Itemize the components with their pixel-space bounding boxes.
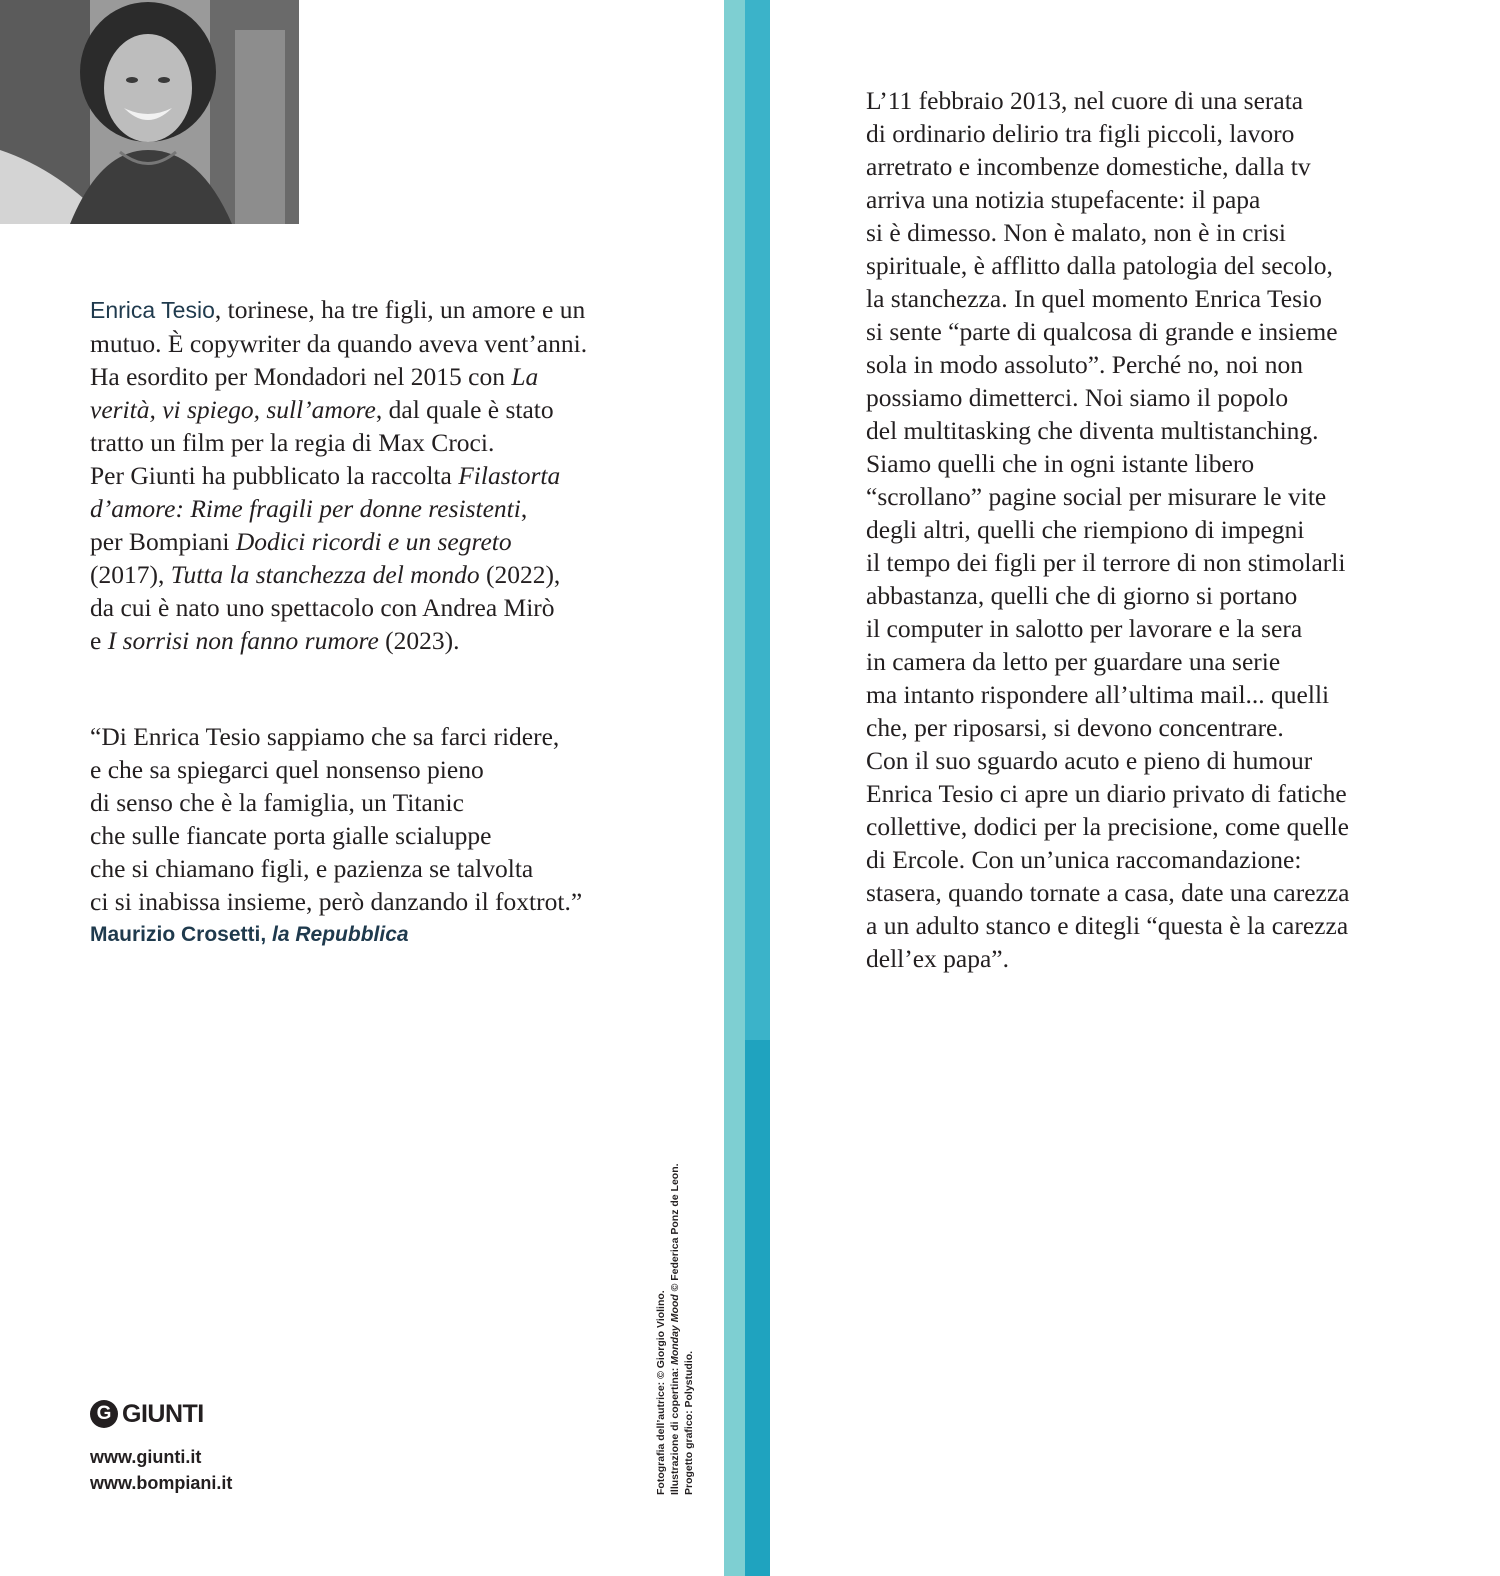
blurb-line: di ordinario delirio tra figli piccoli, lavoro bbox=[866, 119, 1295, 148]
bio-text: , bbox=[520, 494, 528, 523]
blurb-line: Siamo quelli che in ogni istante libero bbox=[866, 449, 1255, 478]
book-title: Tutta la stanchezza del mondo bbox=[170, 560, 480, 589]
blurb-line: L’11 febbraio 2013, nel cuore di una serata bbox=[866, 86, 1304, 115]
website-link-giunti[interactable]: www.giunti.it bbox=[90, 1447, 202, 1467]
bio-text: , torinese, ha tre figli, un amore e un bbox=[214, 295, 586, 324]
blurb-line: in camera da letto per guardare una serie bbox=[866, 647, 1281, 676]
quote-line: che sulle fiancate porta gialle scialuppe bbox=[90, 821, 492, 850]
quote-line: di senso che è la famiglia, un Titanic bbox=[90, 788, 464, 817]
blurb-line: dell’ex papa”. bbox=[866, 944, 1010, 973]
giunti-logo-mark: G bbox=[90, 1400, 118, 1428]
bio-text: da cui è nato uno spettacolo con Andrea Mirò bbox=[90, 593, 555, 622]
back-cover-blurb bbox=[866, 84, 1466, 975]
blurb-line: a un adulto stanco e ditegli “questa è la carezza bbox=[866, 911, 1349, 940]
credit-text: © Federica Ponz de Leon. bbox=[669, 1163, 681, 1295]
quote-attribution bbox=[90, 918, 690, 951]
blurb-line: “scrollano” pagine social per misurare le vite bbox=[866, 482, 1327, 511]
blurb-line: si è dimesso. Non è malato, non è in crisi bbox=[866, 218, 1286, 247]
blurb-line: Enrica Tesio ci apre un diario privato di fatiche bbox=[866, 779, 1347, 808]
blurb-line: ma intanto rispondere all’ultima mail... quelli bbox=[866, 680, 1330, 709]
blurb-line: il computer in salotto per lavorare e la sera bbox=[866, 614, 1303, 643]
publisher-websites bbox=[90, 1444, 232, 1496]
bio-text: (2017), bbox=[90, 560, 171, 589]
image-credits bbox=[654, 1145, 706, 1495]
book-title: Filastorta bbox=[458, 461, 561, 490]
blurb-line: la stanchezza. In quel momento Enrica Tesio bbox=[866, 284, 1322, 313]
quote-source: la Repubblica bbox=[272, 923, 409, 946]
bio-text: e bbox=[90, 626, 108, 655]
bio-text: mutuo. È copywriter da quando aveva vent’anni. bbox=[90, 329, 588, 358]
blurb-line: che, per riposarsi, si devono concentrare. bbox=[866, 713, 1284, 742]
blurb-line: possiamo dimetterci. Noi siamo il popolo bbox=[866, 383, 1289, 412]
book-title: verità, vi spiego, sull’amore bbox=[90, 395, 376, 424]
book-title: Dodici ricordi e un segreto bbox=[235, 527, 512, 556]
blurb-line: arriva una notizia stupefacente: il papa bbox=[866, 185, 1261, 214]
author-portrait-illustration bbox=[0, 0, 299, 224]
blurb-line: arretrato e incombenze domestiche, dalla tv bbox=[866, 152, 1311, 181]
quote-line: e che sa spiegarci quel nonsenso pieno bbox=[90, 755, 484, 784]
book-title: d’amore: Rime fragili per donne resistenti bbox=[90, 494, 521, 523]
blurb-line: abbastanza, quelli che di giorno si portano bbox=[866, 581, 1298, 610]
spine-strip-lower bbox=[745, 1040, 770, 1576]
book-title: La bbox=[511, 362, 539, 391]
giunti-logo bbox=[90, 1398, 204, 1430]
credit-design: Progetto grafico: Polystudio. bbox=[683, 1350, 695, 1495]
author-bio bbox=[90, 293, 690, 657]
bio-text: Ha esordito per Mondadori nel 2015 con bbox=[90, 362, 512, 391]
credit-illustration bbox=[668, 1145, 682, 1495]
press-quote bbox=[90, 720, 690, 951]
bio-text: (2022), bbox=[479, 560, 561, 589]
quote-line: che si chiamano figli, e pazienza se talvolta bbox=[90, 854, 534, 883]
author-photo bbox=[0, 0, 299, 224]
blurb-line: Con il suo sguardo acuto e pieno di humour bbox=[866, 746, 1313, 775]
credit-photo: Fotografia dell’autrice: © Giorgio Violino. bbox=[655, 1290, 667, 1495]
blurb-line: degli altri, quelli che riempiono di impegni bbox=[866, 515, 1305, 544]
blurb-line: spirituale, è afflitto dalla patologia del secolo, bbox=[866, 251, 1333, 280]
blurb-line: del multitasking che diventa multistanching. bbox=[866, 416, 1319, 445]
blurb-line: il tempo dei figli per il terrore di non stimolarli bbox=[866, 548, 1346, 577]
quote-line: “Di Enrica Tesio sappiamo che sa farci ridere, bbox=[90, 722, 560, 751]
website-link-bompiani[interactable]: www.bompiani.it bbox=[90, 1473, 233, 1493]
book-title: I sorrisi non fanno rumore bbox=[107, 626, 379, 655]
bio-text: tratto un film per la regia di Max Croci. bbox=[90, 428, 495, 457]
author-name: Enrica Tesio bbox=[90, 297, 215, 323]
quote-line: ci si inabissa insieme, però danzando il foxtrot.” bbox=[90, 887, 583, 916]
credit-text: Illustrazione di copertina: bbox=[669, 1364, 681, 1495]
blurb-line: sola in modo assoluto”. Perché no, noi non bbox=[866, 350, 1303, 379]
bio-text: (2023). bbox=[378, 626, 460, 655]
blurb-line: si sente “parte di qualcosa di grande e insieme bbox=[866, 317, 1338, 346]
blurb-line: collettive, dodici per la precisione, come quelle bbox=[866, 812, 1349, 841]
bio-text: , dal quale è stato bbox=[375, 395, 554, 424]
blurb-line: di Ercole. Con un’unica raccomandazione: bbox=[866, 845, 1302, 874]
credit-artwork-title: Monday Mood bbox=[669, 1294, 681, 1365]
quote-author: Maurizio Crosetti, bbox=[90, 923, 273, 946]
bio-text: per Bompiani bbox=[90, 527, 236, 556]
blurb-line: stasera, quando tornate a casa, date una carezza bbox=[866, 878, 1350, 907]
bio-text: Per Giunti ha pubblicato la raccolta bbox=[90, 461, 459, 490]
giunti-logo-text: GIUNTI bbox=[122, 1399, 204, 1428]
